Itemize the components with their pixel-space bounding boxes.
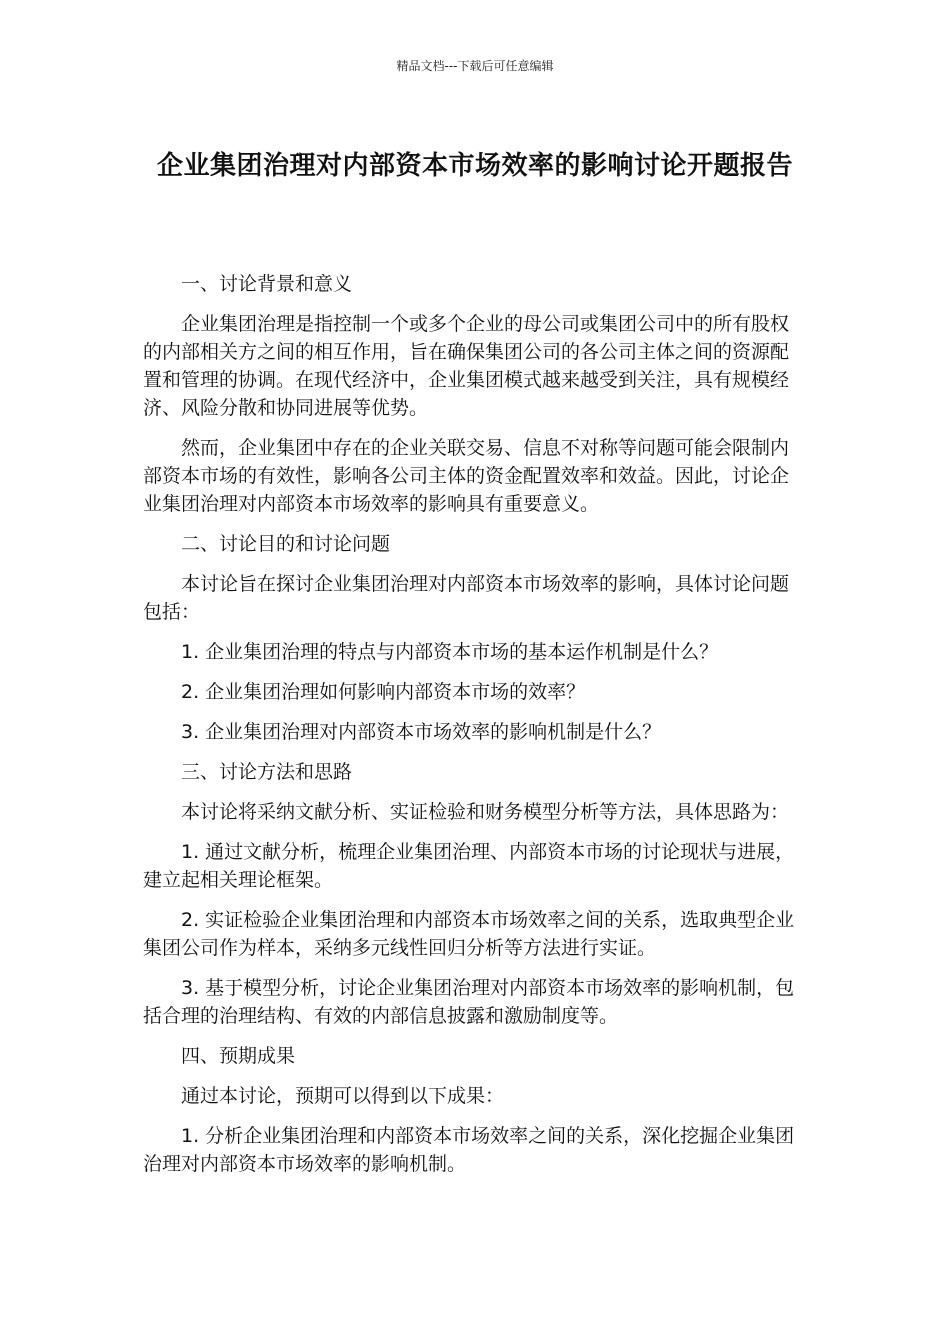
paragraph: 然而，企业集团中存在的企业关联交易、信息不对称等问题可能会限制内部资本市场的有效性，影响各公司主体的资金配置效率和效益。因此，讨论企业集团治理对内部资本市场效率的影响具有重要意义。	[143, 437, 790, 515]
paragraph: 本讨论将采纳文献分析、实证检验和财务模型分析等方法，具体思路为：	[181, 801, 790, 823]
list-item: 3. 企业集团治理对内部资本市场效率的影响机制是什么？	[181, 721, 662, 743]
paragraph: 企业集团治理是指控制一个或多个企业的母公司或集团公司中的所有股权的内部相关方之间的相互作用，旨在确保集团公司的各公司主体之间的资源配置和管理的协调。在现代经济中，企业集团模式越来越受到关注，具有规模经济、风险分散和协同进展等优势。	[143, 313, 790, 419]
section-heading: 一、讨论背景和意义	[181, 273, 353, 295]
section-heading: 二、讨论目的和讨论问题	[181, 533, 391, 555]
list-item: 1. 分析企业集团治理和内部资本市场效率之间的关系，深化挖掘企业集团治理对内部资本市场效率的影响机制。	[143, 1125, 795, 1175]
list-item: 2. 实证检验企业集团治理和内部资本市场效率之间的关系，选取典型企业集团公司作为样本，采纳多元线性回归分析等方法进行实证。	[143, 909, 795, 959]
document-title: 企业集团治理对内部资本市场效率的影响讨论开题报告	[156, 151, 793, 181]
list-item: 1. 通过文献分析，梳理企业集团治理、内部资本市场的讨论现状与进展，建立起相关理论框架。	[143, 841, 795, 891]
page-header: 精品文档---下载后可任意编辑	[396, 59, 554, 73]
list-item: 1. 企业集团治理的特点与内部资本市场的基本运作机制是什么？	[181, 641, 719, 663]
list-item: 2. 企业集团治理如何影响内部资本市场的效率？	[181, 681, 586, 703]
list-item: 3. 基于模型分析，讨论企业集团治理对内部资本市场效率的影响机制，包括合理的治理结构、有效的内部信息披露和激励制度等。	[143, 977, 795, 1027]
paragraph: 通过本讨论，预期可以得到以下成果：	[181, 1085, 505, 1107]
section-heading: 三、讨论方法和思路	[181, 761, 353, 783]
document-body	[143, 270, 798, 1190]
section-heading: 四、预期成果	[181, 1045, 296, 1067]
paragraph: 本讨论旨在探讨企业集团治理对内部资本市场效率的影响，具体讨论问题包括：	[143, 573, 790, 623]
